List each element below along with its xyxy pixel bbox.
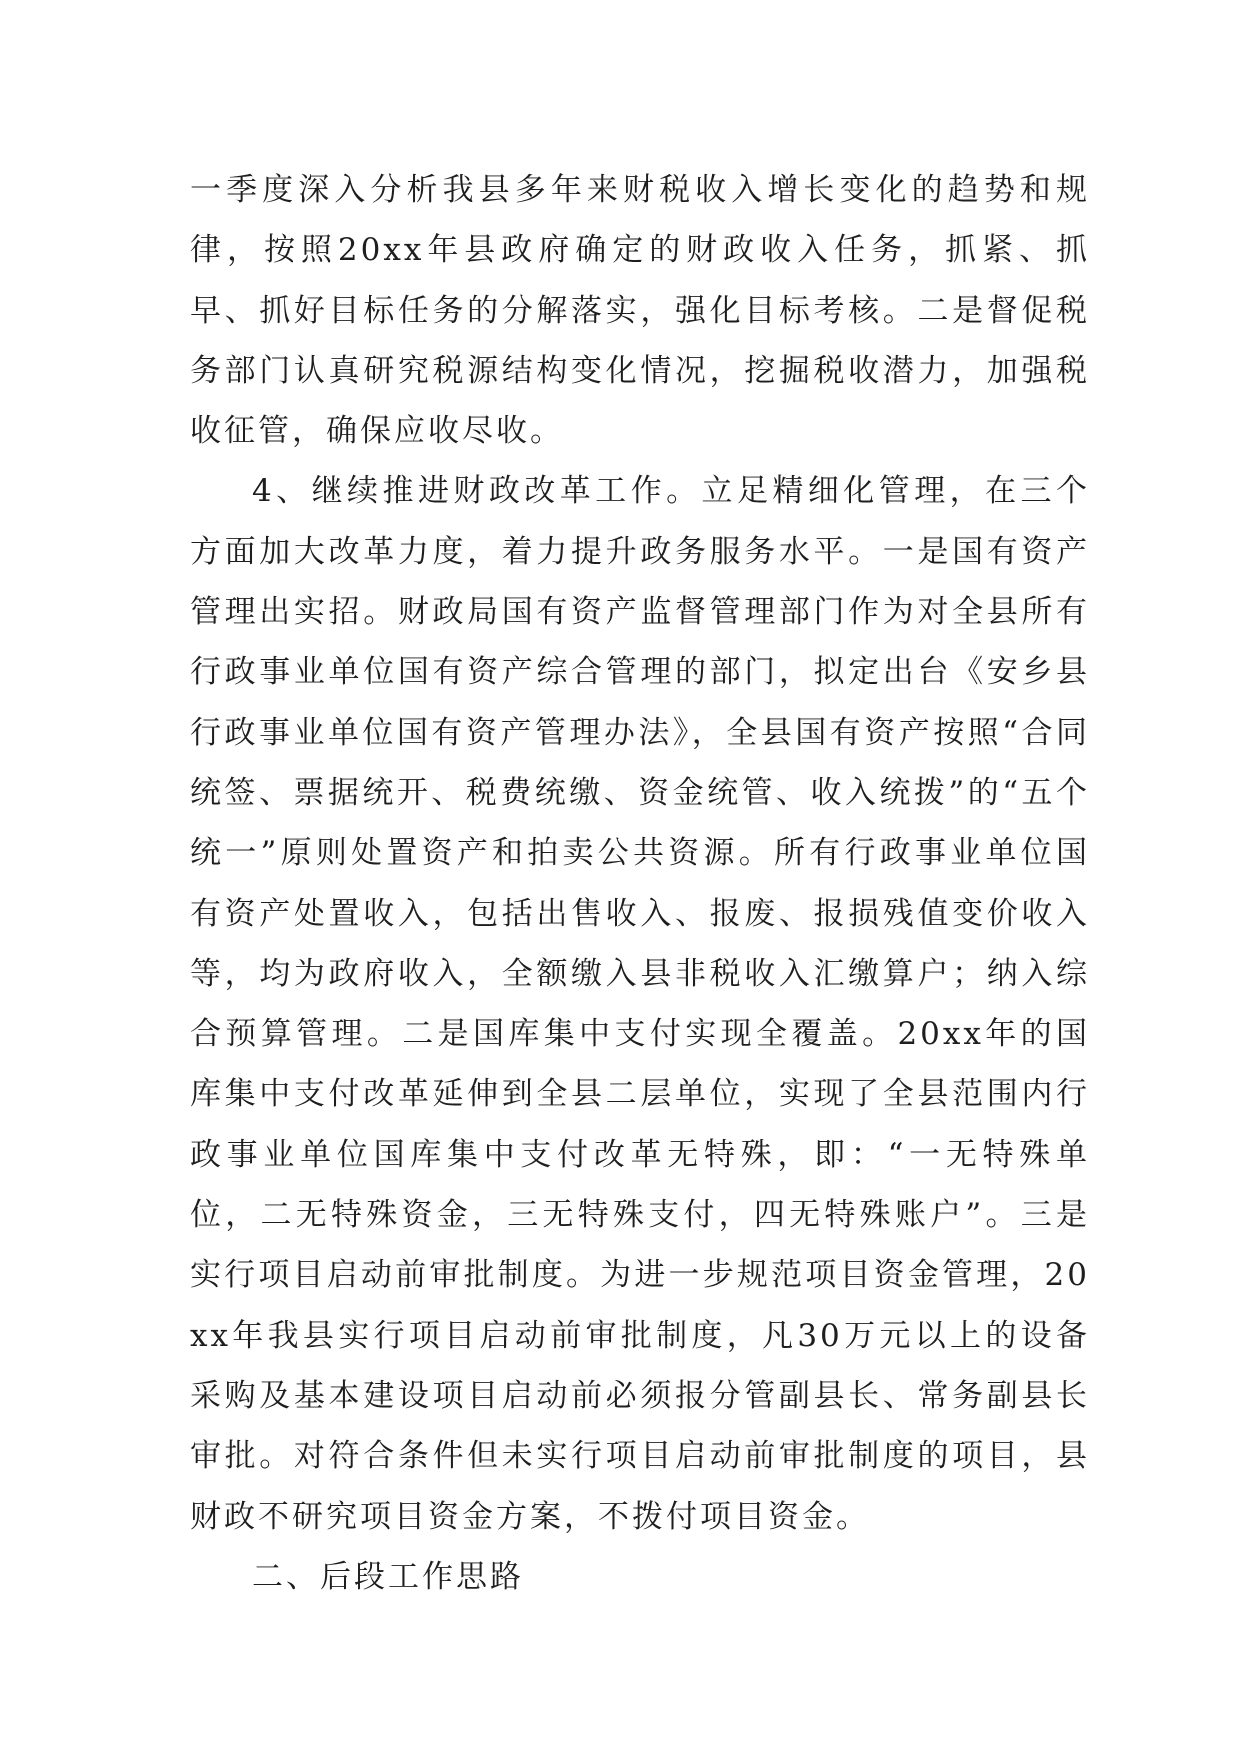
paragraph-continuation: 一季度深入分析我县多年来财税收入增长变化的趋势和规律，按照20xx年县政府确定的财政收入任务，抓紧、抓早、抓好目标任务的分解落实，强化目标考核。二是督促税务部门认真研究税源结构变化情况，挖掘税收潜力，加强税收征管，确保应收尽收。	[190, 172, 1090, 450]
paragraph-finance-reform: 4、继续推进财政改革工作。立足精细化管理，在三个方面加大改革力度，着力提升政务服务水平。一是国有资产管理出实招。财政局国有资产监督管理部门作为对全县所有行政事业单位国有资产综合管理的部门，拟定出台《安乡县行政事业单位国有资产管理办法》，全县国有资产按照“合同统签、票据统开、税费统缴、资金统管、收入统拨”的“五个统一”原则处置资产和拍卖公共资源。所有行政事业单位国有资产处置收入，包括出售收入、报废、报损残值变价收入等，均为政府收入，全额缴入县非税收入汇缴算户；纳入综合预算管理。二是国库集中支付实现全覆盖。20xx年的国库集中支付改革延伸到全县二层单位，实现了全县范围内行政事业单位国库集中支付改革无特殊，即：“一无特殊单位，二无特殊资金，三无特殊支付，四无特殊账户”。三是实行项目启动前审批制度。为进一步规范项目资金管理，20xx年我县实行项目启动前审批制度，凡30万元以上的设备采购及基本建设项目启动前必须报分管副县长、常务副县长审批。对符合条件但未实行项目启动前审批制度的项目，县财政不研究项目资金方案，不拨付项目资金。	[190, 473, 1090, 1535]
document-body	[190, 160, 1090, 1607]
section-heading: 二、后段工作思路	[252, 1558, 524, 1595]
